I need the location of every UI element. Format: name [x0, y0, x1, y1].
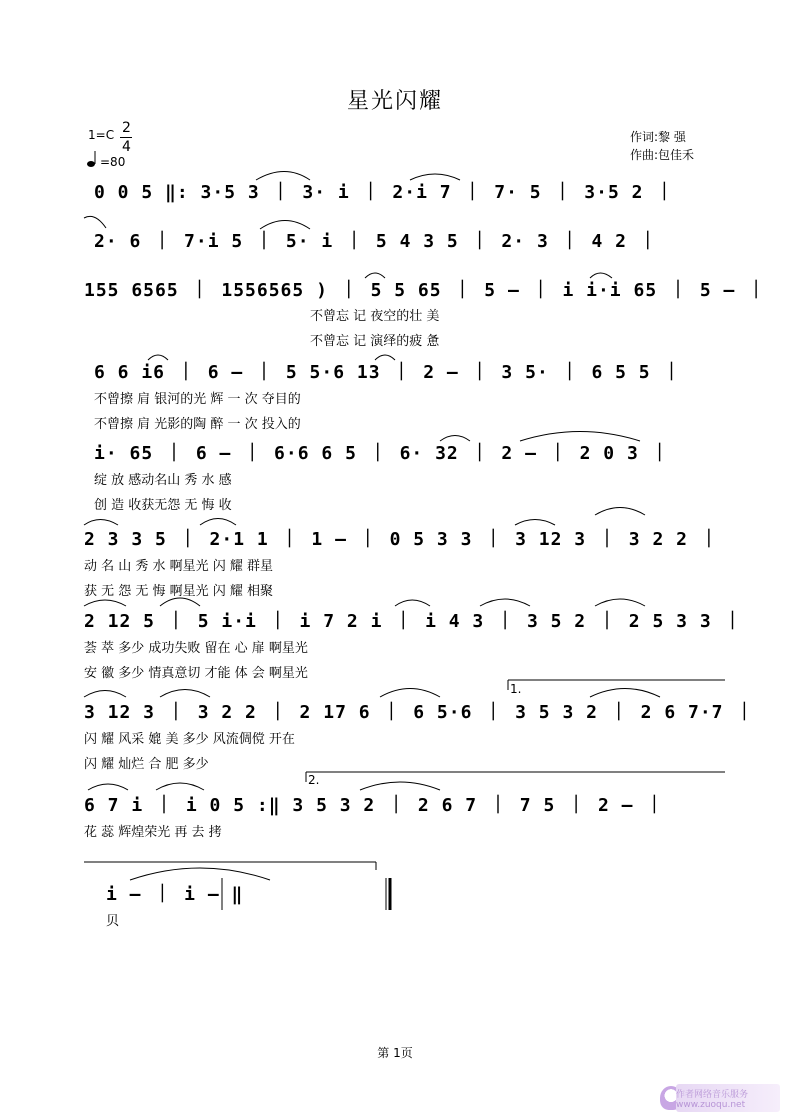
song-title: 星光闪耀: [346, 89, 443, 114]
lyric-row-5-verse-2: 创 造 收获无怨 无 悔 收: [94, 498, 232, 513]
lyric-row-9-verse-1: 花 蕊 辉煌荣光 再 去 拷: [84, 825, 222, 840]
tie-arc: [84, 216, 106, 228]
lyric-row-7-verse-1: 荟 萃 多少 成功失败 留在 心 扉 啊星光: [84, 641, 308, 656]
tie-arc: [156, 783, 204, 790]
tie-arc: [84, 600, 126, 606]
score-row-1: 0 0 5 ‖: 3·5 3 ｜ 3· i ｜ 2·i 7 ｜ 7· 5 ｜ 3·5 2 ｜: [94, 182, 675, 203]
tie-arc: [84, 691, 126, 698]
lyric-row-4-verse-2: 不曾擦 肩 光影的陶 醉 一 次 投入的: [94, 417, 301, 432]
tie-arc: [440, 436, 470, 442]
tie-arc: [515, 520, 555, 526]
tie-arc: [375, 355, 395, 360]
watermark-badge: [676, 1084, 780, 1112]
lyric-row-10-verse-1: 贝: [106, 914, 120, 929]
tie-arc: [395, 600, 430, 606]
tie-arc: [130, 868, 270, 880]
watermark-text: 作者网络音乐服务 www.zuoqu.net: [676, 1089, 749, 1110]
volta-2-label: 2.: [308, 773, 320, 787]
score-row-9: 6 7 i ｜ i 0 5 :‖ 3 5 3 2 ｜ 2 6 7 ｜ 7 5 ｜ 2 – ｜: [84, 795, 665, 816]
tie-arc: [380, 689, 440, 698]
tie-arc: [200, 519, 236, 526]
lyric-row-3-verse-2: 不曾忘 记 演绎的疲 惫: [310, 334, 440, 349]
tie-arc: [256, 172, 310, 181]
lyric-row-8-verse-2: 闪 耀 灿烂 合 肥 多少: [84, 757, 209, 772]
volta-1-label: 1.: [510, 682, 522, 696]
score-row-5: i· 65 ｜ 6 – ｜ 6·6 6 5 ｜ 6· 32 ｜ 2 – ｜ 2 0 3 ｜: [94, 443, 670, 464]
time-signature-bottom: 4: [122, 139, 131, 155]
time-signature-divider: [120, 137, 132, 138]
quarter-note-icon: [86, 150, 100, 168]
tie-arc: [590, 273, 612, 278]
tie-arc: [590, 689, 660, 698]
tie-arc: [365, 273, 385, 278]
tempo-marking: =80: [100, 155, 126, 169]
lyric-row-3-verse-1: 不曾忘 记 夜空的壮 美: [310, 309, 440, 324]
tie-arc: [595, 599, 645, 606]
score-row-7: 2 12 5 ｜ 5 i·i ｜ i 7 2 i ｜ i 4 3 ｜ 3 5 2 ｜ 2 5 3 3 ｜: [84, 611, 743, 632]
tie-arc: [160, 690, 210, 698]
page-number: 第 1页: [377, 1046, 413, 1060]
lyric-row-5-verse-1: 绽 放 感动名山 秀 水 感: [94, 473, 232, 488]
key-signature: 1=C: [88, 128, 115, 142]
tie-arc: [84, 520, 118, 526]
tie-arc: [260, 221, 310, 230]
tie-arc: [88, 784, 128, 790]
lyric-row-7-verse-2: 安 徽 多少 情真意切 才能 体 会 啊星光: [84, 666, 308, 681]
tie-arc: [595, 508, 645, 516]
score-row-6: 2 3 3 5 ｜ 2·1 1 ｜ 1 – ｜ 0 5 3 3 ｜ 3 12 3 ｜ 3 2 2 ｜: [84, 529, 719, 550]
time-signature-top: 2: [122, 120, 131, 136]
score-row-10: i – ｜ i – ‖: [106, 884, 244, 905]
lyric-row-8-verse-1: 闪 耀 风采 媲 美 多少 风流倜傥 开在: [84, 732, 295, 747]
score-row-2: 2· 6 ｜ 7·i 5 ｜ 5· i ｜ 5 4 3 5 ｜ 2· 3 ｜ 4 2 ｜: [94, 231, 658, 252]
tie-arc: [520, 432, 640, 442]
tie-arc: [410, 174, 460, 180]
tie-arc: [480, 599, 530, 606]
score-row-8: 3 12 3 ｜ 3 2 2 ｜ 2 17 6 ｜ 6 5·6 ｜ 3 5 3 2 ｜ 2 6 7·7 ｜: [84, 702, 755, 723]
score-row-3: 155 6565 ｜ 1556565 ) ｜ 5 5 65 ｜ 5 – ｜ i i·i 65 ｜ 5 – ｜: [84, 280, 767, 301]
lyricist-credit: 作词:黎 强: [630, 130, 686, 144]
composer-credit: 作曲:包佳禾: [630, 148, 695, 162]
tie-arc: [360, 782, 440, 790]
score-row-4: 6 6 i6 ｜ 6 – ｜ 5 5·6 13 ｜ 2 – ｜ 3 5· ｜ 6 5 5 ｜: [94, 362, 682, 383]
lyric-row-4-verse-1: 不曾擦 肩 银河的光 辉 一 次 夺目的: [94, 392, 301, 407]
tie-arc: [148, 355, 168, 360]
tie-arc: [160, 598, 200, 606]
lyric-row-6-verse-2: 获 无 怨 无 悔 啊星光 闪 耀 相聚: [84, 584, 274, 599]
lyric-row-6-verse-1: 动 名 山 秀 水 啊星光 闪 耀 群星: [84, 559, 274, 574]
